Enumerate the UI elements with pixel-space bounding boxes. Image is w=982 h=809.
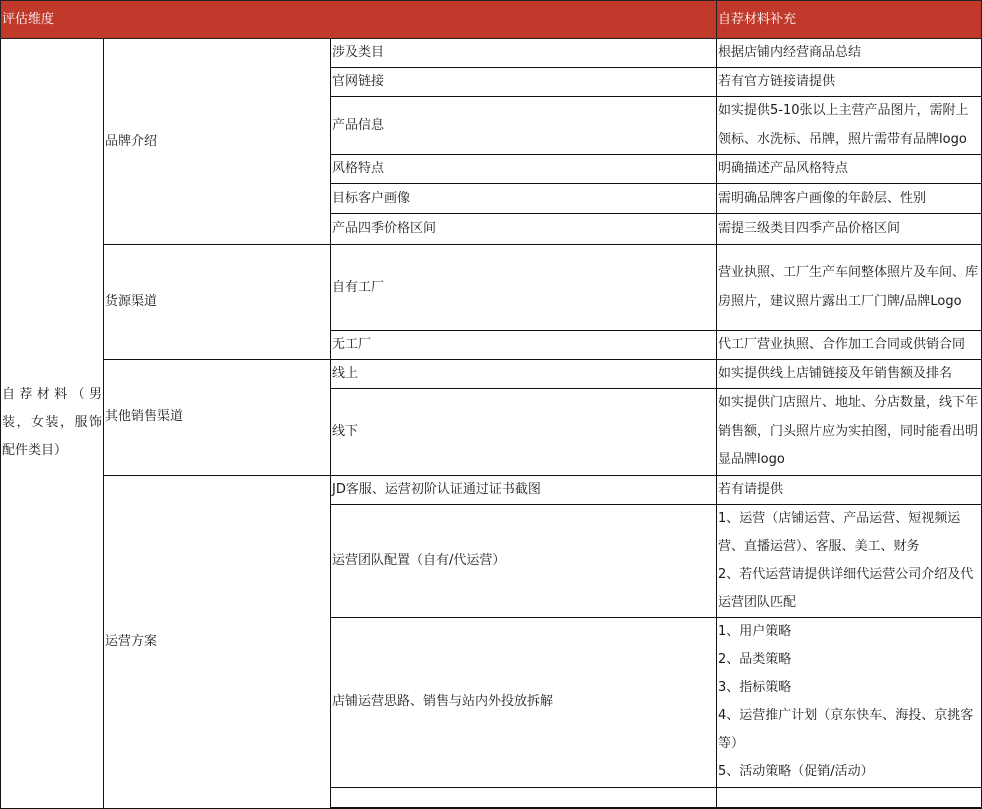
note-cell: 营业执照、工厂生产车间整体照片及车间、库房照片，建议照片露出工厂门牌/品牌Logo bbox=[717, 245, 982, 331]
note-line: 2、品类策略 bbox=[718, 652, 792, 667]
note-cell: 根据店铺内经营商品总结 bbox=[717, 39, 982, 68]
item-cell: 无工厂 bbox=[331, 331, 717, 360]
item-cell bbox=[331, 787, 717, 807]
header-row bbox=[1, 1, 982, 39]
note-cell: 若有官方链接请提供 bbox=[717, 68, 982, 97]
item-cell: 目标客户画像 bbox=[331, 184, 717, 214]
item-cell: 涉及类目 bbox=[331, 39, 717, 68]
item-cell: 产品四季价格区间 bbox=[331, 214, 717, 245]
note-cell: 如实提供线上店铺链接及年销售额及排名 bbox=[717, 360, 982, 389]
group-sourcing: 货源渠道 bbox=[104, 245, 331, 360]
category-label: 自荐材料（男装，女装，服饰配件类目） bbox=[2, 387, 102, 459]
item-cell: 风格特点 bbox=[331, 155, 717, 184]
note-cell: 代工厂营业执照、合作加工合同或供销合同 bbox=[717, 331, 982, 360]
note-cell: 明确描述产品风格特点 bbox=[717, 155, 982, 184]
note-cell bbox=[717, 617, 982, 787]
header-supplement: 自荐材料补充 bbox=[717, 1, 982, 39]
note-line: 1、用户策略 bbox=[718, 624, 792, 639]
note-cell: 需提三级类目四季产品价格区间 bbox=[717, 214, 982, 245]
note-line: 3、指标策略 bbox=[718, 680, 792, 695]
category-cell bbox=[1, 39, 104, 809]
group-operations: 运营方案 bbox=[104, 475, 331, 808]
table-row bbox=[1, 245, 982, 331]
note-cell bbox=[717, 807, 982, 808]
item-cell: 产品信息 bbox=[331, 97, 717, 155]
group-sales: 其他销售渠道 bbox=[104, 360, 331, 476]
group-brand: 品牌介绍 bbox=[104, 39, 331, 245]
item-cell: 运营团队配置（自有/代运营） bbox=[331, 504, 717, 617]
item-cell: 线上 bbox=[331, 360, 717, 389]
table-row bbox=[1, 360, 982, 389]
header-dimension: 评估维度 bbox=[1, 1, 717, 39]
note-cell: 如实提供5-10张以上主营产品图片，需附上领标、水洗标、吊牌，照片需带有品牌logo bbox=[717, 97, 982, 155]
note-line: 5、活动策略（促销/活动） bbox=[718, 764, 874, 779]
item-cell: 官网链接 bbox=[331, 68, 717, 97]
note-line: 4、运营推广计划（京东快车、海投、京挑客等） bbox=[718, 708, 974, 751]
note-line: 1、运营（店铺运营、产品运营、短视频运营、直播运营）、客服、美工、财务 bbox=[718, 510, 961, 554]
item-cell: 自有工厂 bbox=[331, 245, 717, 331]
item-cell: JD客服、运营初阶认证通过证书截图 bbox=[331, 475, 717, 504]
note-cell: 如实提供门店照片、地址、分店数量，线下年销售额，门头照片应为实拍图，同时能看出明显品牌logo bbox=[717, 389, 982, 476]
item-cell: 店铺运营思路、销售与站内外投放拆解 bbox=[331, 617, 717, 787]
note-cell bbox=[717, 787, 982, 807]
note-cell: 若有请提供 bbox=[717, 475, 982, 504]
table-row bbox=[1, 39, 982, 68]
table-row bbox=[1, 475, 982, 504]
note-cell: 需明确品牌客户画像的年龄层、性别 bbox=[717, 184, 982, 214]
note-cell bbox=[717, 504, 982, 617]
note-line: 2、若代运营请提供详细代运营公司介绍及代运营团队匹配 bbox=[718, 566, 974, 610]
item-cell bbox=[331, 807, 717, 808]
item-cell: 线下 bbox=[331, 389, 717, 476]
